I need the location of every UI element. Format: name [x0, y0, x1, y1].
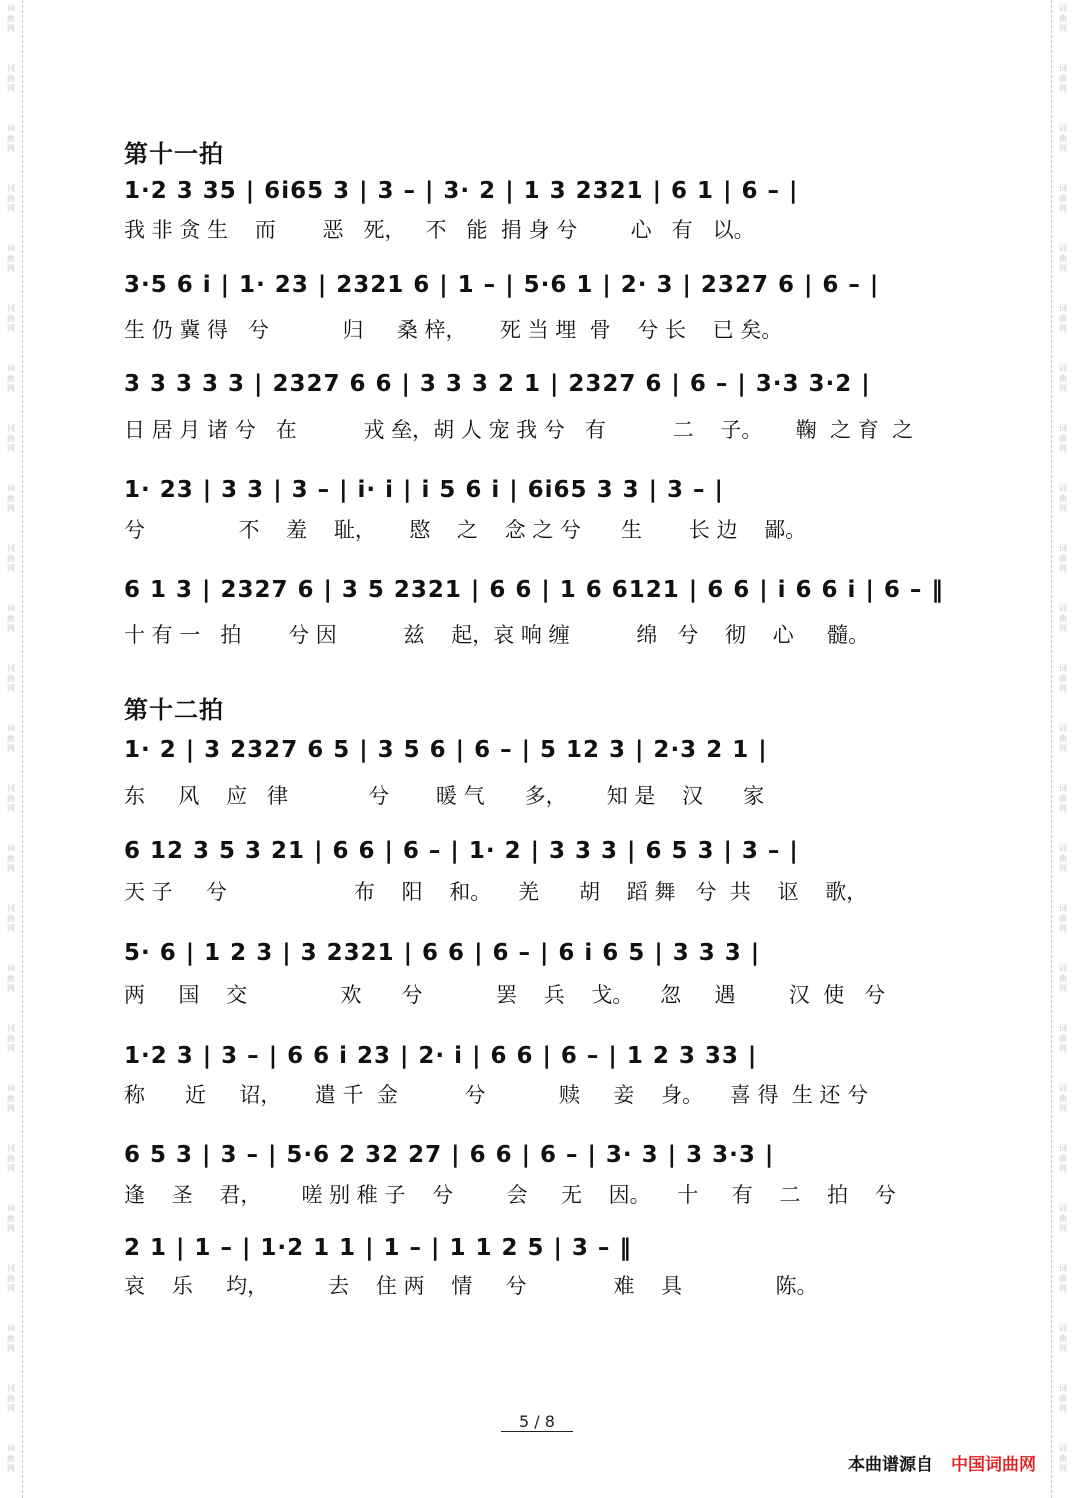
- watermark-mark: 词 曲 网: [1059, 1444, 1067, 1473]
- lyric-line: 日 居 月 诸 兮 在 戎 垒，胡 人 宠 我 兮 有 二 子。 鞠 之 育 之: [124, 418, 914, 442]
- watermark-mark: 词 曲 网: [1059, 64, 1067, 93]
- lyric-line: 十 有 一 拍 兮 因 兹 起，哀 响 缠 绵 兮 彻 心 髓。: [124, 623, 870, 647]
- watermark-mark: 词 曲 网: [1059, 784, 1067, 813]
- section-title: 第十二拍: [124, 696, 224, 724]
- watermark-mark: 词 曲 网: [7, 304, 15, 333]
- watermark-mark: 词 曲 网: [7, 64, 15, 93]
- watermark-mark: 词 曲 网: [1059, 1144, 1067, 1173]
- watermark-mark: 词 曲 网: [7, 544, 15, 573]
- watermark-mark: 词 曲 网: [1059, 424, 1067, 453]
- notation-line: 5· 6 | 1 2 3 | 3 2321 | 6 6 | 6 – | 6 i 6 5 | 3 3 3 |: [124, 940, 761, 966]
- watermark-mark: 词 曲 网: [1059, 484, 1067, 513]
- notation-line: 6 1 3 | 2327 6 | 3 5 2321 | 6 6 | 1 6 6121 | 6 6 | i 6 6 i | 6 – ‖: [124, 577, 944, 603]
- watermark-mark: 词 曲 网: [1059, 724, 1067, 753]
- watermark-mark: 词 曲 网: [7, 1024, 15, 1053]
- watermark-mark: 词 曲 网: [1059, 1384, 1067, 1413]
- watermark-mark: 词 曲 网: [1059, 244, 1067, 273]
- watermark-mark: 词 曲 网: [7, 1204, 15, 1233]
- watermark-mark: 词 曲 网: [7, 184, 15, 213]
- watermark-mark: 词 曲 网: [7, 604, 15, 633]
- watermark-mark: 词 曲 网: [7, 724, 15, 753]
- watermark-mark: 词 曲 网: [7, 124, 15, 153]
- watermark-mark: 词 曲 网: [1059, 664, 1067, 693]
- watermark-mark: 词 曲 网: [7, 364, 15, 393]
- watermark-mark: 词 曲 网: [7, 1264, 15, 1293]
- lyric-line: 天 子 兮 布 阳 和。 羌 胡 蹈 舞 兮 共 讴 歌，: [124, 880, 868, 904]
- watermark-mark: 词 曲 网: [1059, 1024, 1067, 1053]
- lyric-line: 逢 圣 君， 嗟 别 稚 子 兮 会 无 因。 十 有 二 拍 兮: [124, 1183, 896, 1207]
- lyric-line: 生 仍 冀 得 兮 归 桑 梓， 死 当 埋 骨 兮 长 已 矣。: [124, 318, 783, 342]
- watermark-mark: 词 曲 网: [1059, 844, 1067, 873]
- watermark-mark: 词 曲 网: [1059, 1084, 1067, 1113]
- watermark-mark: 词 曲 网: [7, 964, 15, 993]
- watermark-mark: 词 曲 网: [7, 1144, 15, 1173]
- watermark-mark: 词 曲 网: [7, 784, 15, 813]
- watermark-mark: 词 曲 网: [7, 1084, 15, 1113]
- watermark-mark: 词 曲 网: [7, 844, 15, 873]
- watermark-mark: 词 曲 网: [1059, 964, 1067, 993]
- notation-line: 3·5 6 i | 1· 23 | 2321 6 | 1 – | 5·6 1 | 2· 3 | 2327 6 | 6 – |: [124, 272, 880, 298]
- watermark-mark: 词 曲 网: [1059, 1324, 1067, 1353]
- watermark-mark: 词 曲 网: [1059, 364, 1067, 393]
- notation-line: 1· 2 | 3 2327 6 5 | 3 5 6 | 6 – | 5 12 3 | 2·3 2 1 |: [124, 737, 768, 763]
- lyric-line: 东 风 应 律 兮 暖 气 多， 知 是 汉 家: [124, 784, 765, 808]
- lyric-line: 我 非 贪 生 而 恶 死， 不 能 捐 身 兮 心 有 以。: [124, 218, 755, 242]
- watermark-mark: 词 曲 网: [7, 244, 15, 273]
- source-credit: [848, 1450, 1036, 1475]
- watermark-mark: 词 曲 网: [7, 1444, 15, 1473]
- notation-line: 1·2 3 | 3 – | 6 6 i 23 | 2· i | 6 6 | 6 – | 1 2 3 33 |: [124, 1043, 758, 1069]
- notation-line: 1·2 3 35 | 6i65 3 | 3 – | 3· 2 | 1 3 2321 | 6 1 | 6 – |: [124, 178, 799, 204]
- watermark-mark: 词 曲 网: [1059, 184, 1067, 213]
- watermark-mark: 词 曲 网: [1059, 1204, 1067, 1233]
- watermark-mark: 词 曲 网: [1059, 904, 1067, 933]
- watermark-mark: 词 曲 网: [1059, 1264, 1067, 1293]
- watermark-mark: 词 曲 网: [7, 664, 15, 693]
- watermark-mark: 词 曲 网: [1059, 304, 1067, 333]
- page-number: [0, 1412, 1074, 1431]
- watermark-mark: 词 曲 网: [1059, 4, 1067, 33]
- lyric-line: 两 国 交 欢 兮 罢 兵 戈。 忽 遇 汉 使 兮: [124, 983, 886, 1007]
- page-number-text: 5 / 8: [501, 1412, 573, 1432]
- notation-line: 6 12 3 5 3 21 | 6 6 | 6 – | 1· 2 | 3 3 3 | 6 5 3 | 3 – |: [124, 838, 799, 864]
- source-site-link[interactable]: 中国词曲网: [951, 1455, 1036, 1475]
- watermark-mark: 词 曲 网: [1059, 544, 1067, 573]
- watermark-mark: 词 曲 网: [1059, 604, 1067, 633]
- watermark-mark: 词 曲 网: [7, 424, 15, 453]
- notation-line: 1· 23 | 3 3 | 3 – | i· i | i 5 6 i | 6i65 3 3 | 3 – |: [124, 477, 724, 503]
- watermark-mark: 词 曲 网: [7, 1384, 15, 1413]
- lyric-line: 兮 不 羞 耻， 愍 之 念 之 兮 生 长 边 鄙。: [124, 518, 807, 542]
- lyric-line: 哀 乐 均， 去 住 两 情 兮 难 具 陈。: [124, 1274, 818, 1298]
- source-label: 本曲谱源自: [848, 1455, 933, 1475]
- watermark-mark: 词 曲 网: [7, 1324, 15, 1353]
- notation-line: 3 3 3 3 3 | 2327 6 6 | 3 3 3 2 1 | 2327 6 | 6 – | 3·3 3·2 |: [124, 371, 871, 397]
- section-title: 第十一拍: [124, 140, 224, 168]
- watermark-mark: 词 曲 网: [7, 4, 15, 33]
- watermark-mark: 词 曲 网: [1059, 124, 1067, 153]
- notation-line: 2 1 | 1 – | 1·2 1 1 | 1 – | 1 1 2 5 | 3 – ‖: [124, 1235, 632, 1261]
- notation-line: 6 5 3 | 3 – | 5·6 2 32 27 | 6 6 | 6 – | 3· 3 | 3 3·3 |: [124, 1142, 775, 1168]
- lyric-line: 称 近 诏， 遣 千 金 兮 赎 妾 身。 喜 得 生 还 兮: [124, 1083, 869, 1107]
- watermark-mark: 词 曲 网: [7, 484, 15, 513]
- watermark-mark: 词 曲 网: [7, 904, 15, 933]
